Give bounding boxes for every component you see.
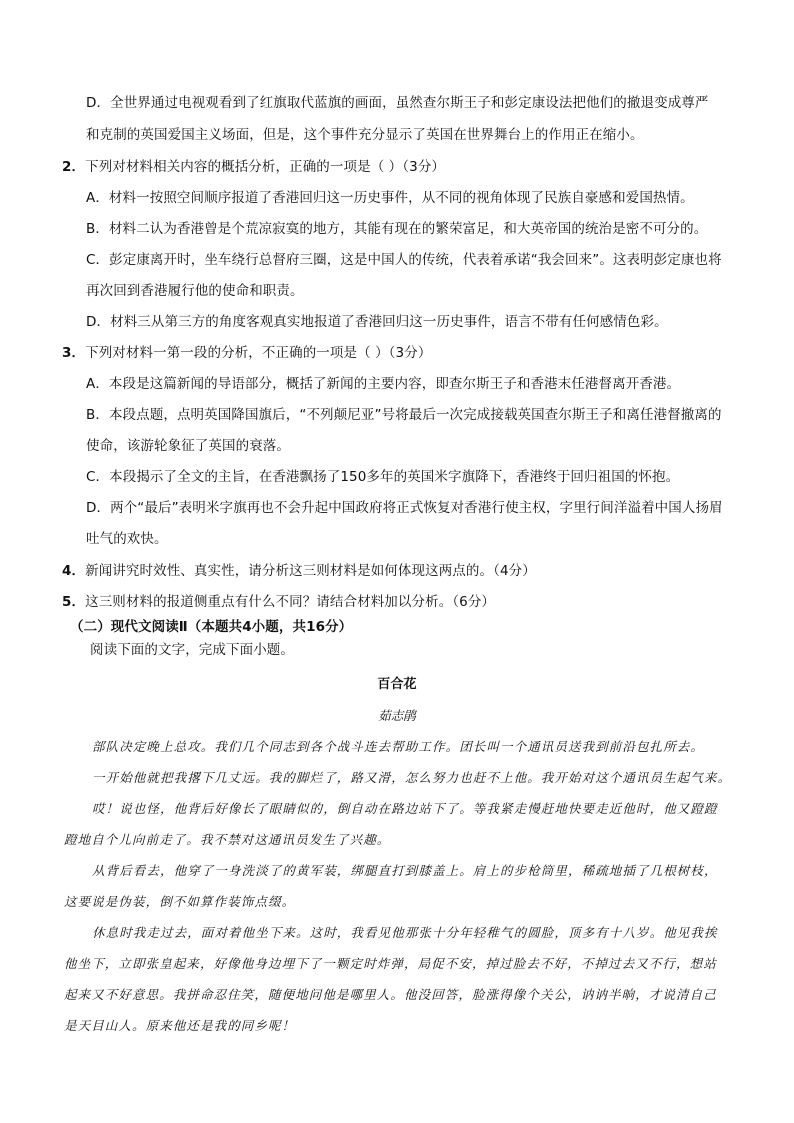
q3-option-d-line1: D．两个“最后”表明米字旗再也不会升起中国政府将正式恢复对香港行使主权，字里行间洋溢着中国人扬眉	[86, 500, 723, 516]
question-stem: 下列对材料一第一段的分析，不正确的一项是（ ）（3分）	[85, 345, 432, 361]
question-number: 4．	[62, 563, 86, 579]
section-heading: （二）现代文阅读Ⅱ（本题共4小题，共16分）	[70, 619, 353, 635]
q3-option-c: C．本段揭示了全文的主旨，在香港飘扬了150多年的英国米字旗降下，香港终于回归祖国的怀抱。	[86, 469, 680, 485]
paragraph-4-line1: 从背后看去，他穿了一身洗淡了的黄军装，绑腿直打到膝盖上。肩上的步枪筒里，稀疏地插了几根树枝，	[92, 863, 718, 878]
paragraph-5-line2: 他坐下，立即张皇起来，好像他身边埋下了一颗定时炸弹，局促不安，掉过脸去不好，不掉过去又不行，想站	[64, 956, 717, 971]
paragraph-4-line2: 这要说是伪装，倒不如算作装饰点缀。	[64, 894, 296, 909]
question-4	[62, 562, 536, 580]
question-stem: 下列对材料相关内容的概括分析，正确的一项是（ ）（3分）	[85, 159, 446, 175]
q3-option-d-line2: 吐气的欢快。	[86, 531, 168, 547]
reading-instruction: 阅读下面的文字，完成下面小题。	[90, 642, 294, 658]
q2-option-b: B．材料二认为香港曾是个荒凉寂寞的地方，其能有现在的繁荣富足，和大英帝国的统治是密不可分的。	[86, 221, 708, 237]
question-2	[62, 158, 445, 176]
paragraph-1: 部队决定晚上总攻。我们几个同志到各个战斗连去帮助工作。团长叫一个通讯员送我到前沿包扎所去。	[92, 739, 705, 754]
q3-option-a: A．本段是这篇新闻的导语部分，概括了新闻的主要内容，即查尔斯王子和香港末任港督离开香港。	[86, 376, 681, 392]
article-title: 百合花	[377, 677, 417, 692]
q2-option-c-line2: 再次回到香港履行他的使命和职责。	[86, 283, 304, 299]
q1-option-d-line1: D．全世界通过电视观看到了红旗取代蓝旗的画面，虽然查尔斯王子和彭定康设法把他们的撤退变成尊严	[86, 95, 709, 111]
q1-option-d-line2: 和克制的英国爱国主义场面，但是，这个事件充分显示了英国在世界舞台上的作用正在缩小。	[86, 127, 644, 143]
paragraph-5-line4: 是天目山人。原来他还是我的同乡呢！	[64, 1018, 296, 1033]
question-number: 2．	[62, 159, 86, 175]
paragraph-3-line2: 蹬地自个儿向前走了。我不禁对这通讯员发生了兴趣。	[64, 832, 391, 847]
q2-option-d: D．材料三从第三方的角度客观真实地报道了香港回归这一历史事件，语言不带有任何感情色彩。	[86, 314, 668, 330]
question-stem: 这三则材料的报道侧重点有什么不同？请结合材料加以分析。（6分）	[85, 594, 496, 610]
paragraph-5-line1: 休息时我走过去，面对着他坐下来。这时，我看见他那张十分年轻稚气的圆脸，顶多有十八岁。他见我挨	[92, 925, 718, 940]
question-number: 3．	[62, 345, 86, 361]
question-3	[62, 344, 431, 362]
q3-option-b-line2: 使命，该游轮象征了英国的衰落。	[86, 438, 290, 454]
q2-option-a: A．材料一按照空间顺序报道了香港回归这一历史事件，从不同的视角体现了民族自豪感和爱国热情。	[86, 190, 694, 206]
paragraph-5-line3: 起来又不好意思。我拼命忍住笑，随便地问他是哪里人。他没回答，脸涨得像个关公，讷讷半晌，才说清自己	[64, 987, 717, 1002]
q2-option-c-line1: C．彭定康离开时，坐车绕行总督府三圈，这是中国人的传统，代表着承诺“我会回来”。这表明彭定康也将	[86, 252, 722, 268]
paragraph-3-line1: 哎！说也怪，他背后好像长了眼睛似的，倒自动在路边站下了。等我紧走慢赶地快要走近他时，他又蹬蹬	[92, 801, 718, 816]
q3-option-b-line1: B．本段点题，点明英国降国旗后，“不列颠尼亚”号将最后一次完成接载英国查尔斯王子和离任港督撤离的	[86, 407, 722, 423]
paragraph-2: 一开始他就把我撂下几丈远。我的脚烂了，路又滑，怎么努力也赶不上他。我开始对这个通讯员生起气来。	[92, 770, 732, 785]
question-stem: 新闻讲究时效性、真实性，请分析这三则材料是如何体现这两点的。（4分）	[85, 563, 536, 579]
question-number: 5．	[62, 594, 86, 610]
question-5	[62, 593, 495, 611]
article-author: 茹志鹃	[378, 708, 416, 723]
